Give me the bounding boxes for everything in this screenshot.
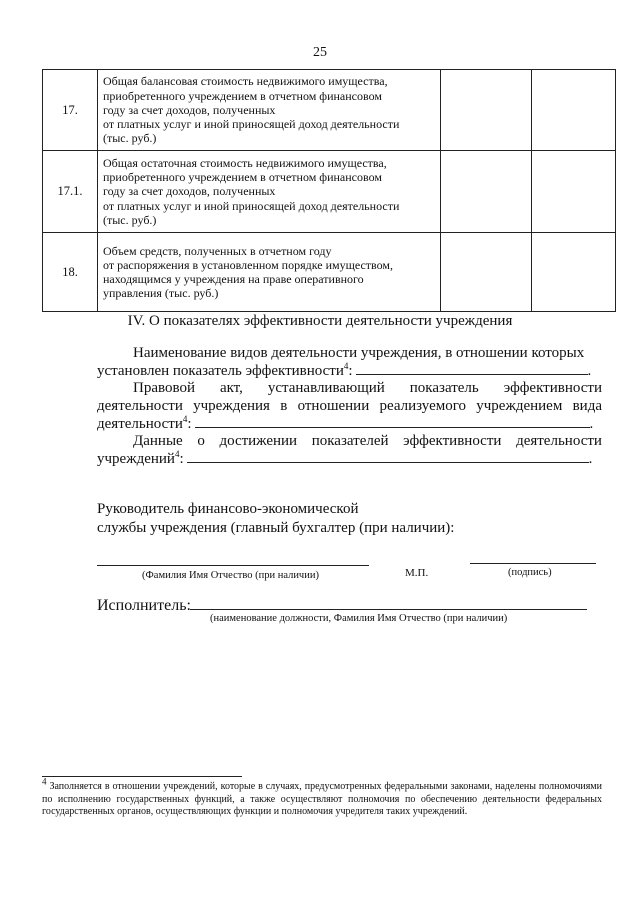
footnote-text: Заполняется в отношении учреждений, которые в случаях, предусмотренных федеральными законами, наделены полномочиями по исполнению государственных функций, а также осуществляют полномочия по обеспечению деятельности федеральных государственных органов, осуществляющих функции и полномочия учредителя таких учреждений. (42, 781, 602, 817)
paragraph-text: деятельности (97, 416, 183, 432)
row-description (98, 233, 441, 312)
indicators-table (42, 69, 616, 312)
end-period: . (588, 451, 593, 467)
paragraph-text: Наименование видов деятельности учреждения, в отношении которых (133, 345, 585, 361)
row-description-line: управления (тыс. руб.) (103, 286, 219, 301)
footnote-divider (42, 776, 242, 777)
signature-field[interactable] (470, 563, 596, 564)
row-description-line: от платных услуг и иной приносящей доход деятельности (103, 117, 400, 132)
row-description-line: приобретенного учреждением в отчетном финансовом (103, 88, 382, 103)
paragraph-line (97, 344, 602, 362)
end-period: . (587, 363, 592, 379)
value-cell (441, 233, 532, 312)
paragraph-word: деятельности (516, 433, 602, 449)
row-description (98, 70, 441, 151)
row-description-line: приобретенного учреждением в отчетном финансовом (103, 170, 382, 185)
row-number: 18. (43, 233, 98, 312)
paragraph-line: деятельности учреждения в отношении реализуемого учреждением вида (97, 398, 602, 414)
row-description-line: (тыс. руб.) (103, 212, 157, 227)
row-number: 17.1. (43, 151, 98, 233)
value-cell (532, 70, 616, 151)
row-description-line: Общая остаточная стоимость недвижимого имущества, (103, 155, 387, 170)
row-description-line: находящимся у учреждения на праве оперативного (103, 272, 364, 286)
row-number: 17. (43, 70, 98, 151)
finance-head-title-line1: Руководитель финансово-экономической (97, 501, 359, 517)
row-description-line: году за счет доходов, полученных (103, 102, 276, 117)
footnote-ref: 4 (174, 449, 180, 459)
stamp-place-label: М.П. (405, 567, 429, 579)
row-description-line: от распоряжения в установленном порядке имуществом, (103, 257, 393, 272)
paragraph-word: о (197, 433, 205, 449)
value-cell (532, 233, 616, 312)
end-period: . (589, 416, 594, 432)
fio-caption: (Фамилия Имя Отчество (при наличии) (142, 570, 319, 581)
paragraph-word: Данные (133, 433, 183, 449)
page-number: 25 (313, 45, 327, 60)
paragraph-word: акт, (219, 380, 243, 396)
achievement-data-field[interactable] (187, 450, 589, 463)
paragraph-word: показатель (409, 380, 479, 396)
paragraph-word: Правовой (133, 380, 195, 396)
footnote-ref: 4 (182, 414, 188, 424)
executor-label: Исполнитель: (97, 597, 191, 614)
executor-caption: (наименование должности, Фамилия Имя Отчество (при наличии) (210, 613, 508, 624)
section-heading: IV. О показателях эффективности деятельности учреждения (127, 313, 513, 329)
value-cell (441, 70, 532, 151)
paragraph-line (97, 432, 602, 450)
executor-field[interactable] (190, 609, 587, 610)
row-description-line: Общая балансовая стоимость недвижимого имущества, (103, 74, 388, 89)
row-description-line: году за счет доходов, полученных (103, 184, 276, 199)
row-description-line: от платных услуг и иной приносящей доход деятельности (103, 198, 400, 213)
paragraph-line: учреждений$^4$: . (97, 449, 593, 467)
paragraph-line (97, 379, 602, 397)
paragraph-text: установлен показатель эффективности (97, 363, 344, 379)
row-description-line: Объем средств, полученных в отчетном году (103, 243, 332, 258)
achievement-data-paragraph (97, 432, 602, 468)
paragraph-word: эффективности (403, 433, 502, 449)
legal-act-field[interactable] (195, 415, 590, 428)
signature-caption: (подпись) (508, 567, 552, 578)
table-row (43, 233, 616, 312)
fio-field[interactable] (97, 565, 369, 566)
paragraph-word: устанавливающий (267, 380, 385, 396)
finance-head-title-line2: службы учреждения (главный бухгалтер (при наличии): (97, 520, 455, 536)
paragraph-word: эффективности (503, 380, 602, 396)
paragraph-text: учреждений (97, 451, 175, 467)
footnote-mark: 4 (42, 776, 47, 787)
activity-types-paragraph (97, 344, 602, 380)
legal-act-paragraph (97, 379, 602, 433)
row-description (98, 151, 441, 233)
value-cell (532, 151, 616, 233)
table-row (43, 70, 616, 151)
row-description-line: (тыс. руб.) (103, 131, 157, 146)
paragraph-word: достижении (219, 433, 298, 449)
paragraph-line: деятельности$^4$: . (97, 414, 594, 432)
activity-types-field[interactable] (356, 362, 588, 375)
table-row (43, 151, 616, 233)
footnote-ref: 4 (343, 361, 349, 371)
value-cell (441, 151, 532, 233)
paragraph-line: установлен показатель эффективности$^4$: . (97, 361, 592, 379)
footnote (42, 776, 602, 819)
paragraph-word: показателей (311, 433, 389, 449)
